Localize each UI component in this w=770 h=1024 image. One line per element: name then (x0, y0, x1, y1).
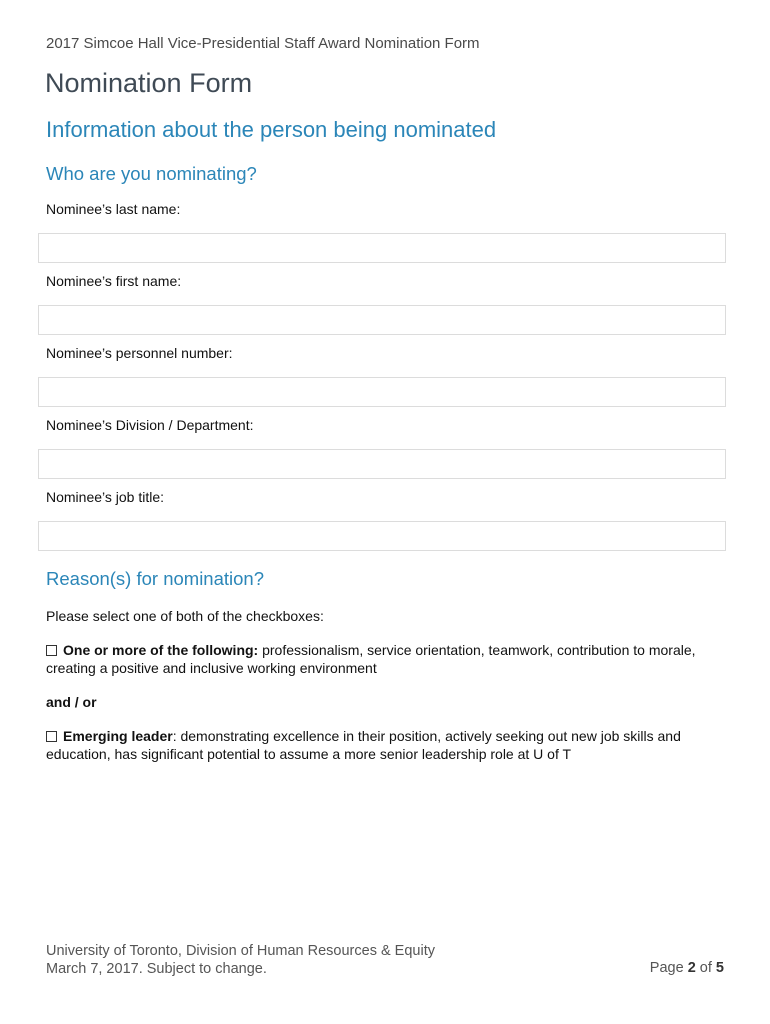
page-total: 5 (715, 960, 724, 976)
job-title-label: Nominee’s job title: (46, 489, 165, 505)
footer-left (46, 942, 435, 978)
checkbox-one-or-more[interactable] (46, 645, 57, 656)
first-name-field[interactable] (38, 305, 726, 335)
footer-date: March 7, 2017. Subject to change. (46, 961, 267, 977)
option-1-text: professionalism, service orientation, teamwork, contribution to morale, creating a positive and inclusive working environment (46, 642, 696, 676)
personnel-number-label: Nominee’s personnel number: (46, 345, 233, 361)
division-department-field[interactable] (38, 449, 726, 479)
and-or-connector: and / or (46, 694, 97, 710)
footer-organization: University of Toronto, Division of Human Resources & Equity (46, 943, 435, 959)
section-heading: Information about the person being nominated (46, 117, 497, 142)
last-name-label: Nominee’s last name: (46, 201, 181, 217)
reasons-instruction: Please select one of both of the checkboxes: (46, 608, 324, 624)
page-number (650, 960, 724, 976)
division-department-label: Nominee’s Division / Department: (46, 417, 254, 433)
reason-option-2 (46, 727, 736, 763)
document-header: 2017 Simcoe Hall Vice-Presidential Staff Award Nomination Form (46, 35, 480, 52)
option-2-bold: Emerging leader (63, 728, 173, 744)
who-heading: Who are you nominating? (46, 163, 257, 184)
last-name-field[interactable] (38, 233, 726, 263)
reasons-heading: Reason(s) for nomination? (46, 568, 264, 589)
personnel-number-field[interactable] (38, 377, 726, 407)
option-1-bold: One or more of the following: (63, 642, 259, 658)
checkbox-emerging-leader[interactable] (46, 731, 57, 742)
page-of: of (695, 960, 716, 976)
page-current: 2 (687, 960, 696, 976)
first-name-label: Nominee’s first name: (46, 273, 182, 289)
job-title-field[interactable] (38, 521, 726, 551)
reason-option-1 (46, 641, 736, 677)
option-2-text: : demonstrating excellence in their position, actively seeking out new job skills and education, has significant potential to assume a more senior leadership role at U of T (46, 728, 681, 762)
page-prefix: Page (649, 960, 688, 976)
form-title: Nomination Form (45, 68, 253, 98)
